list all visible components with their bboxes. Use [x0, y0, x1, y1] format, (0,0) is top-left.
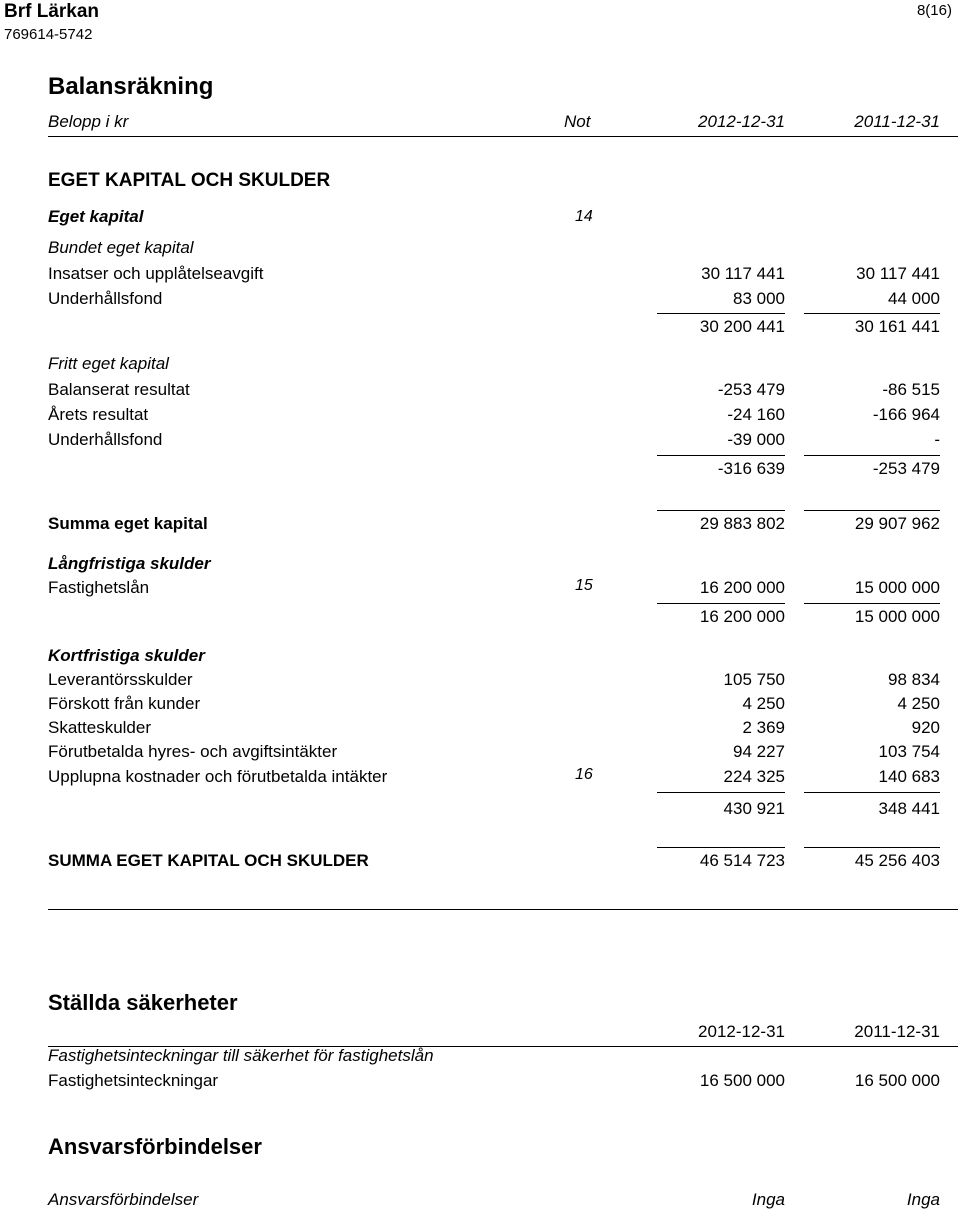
- long-term-heading: [48, 552, 940, 576]
- row-value-2011: 44 000: [888, 289, 940, 308]
- subtotal-2012: 16 200 000: [699, 607, 785, 626]
- section-end-divider: [48, 909, 958, 910]
- subtotal-rule: [804, 792, 940, 793]
- row-value-2011: -: [934, 430, 940, 449]
- subtotal-2012: 430 921: [723, 799, 785, 818]
- table-row: [48, 428, 940, 452]
- sum-rule: [657, 510, 785, 511]
- balance-sheet-title: Balansräkning: [48, 73, 214, 100]
- table-row: [48, 262, 940, 286]
- pledged-subtitle-row: [48, 1044, 940, 1068]
- row-value-2011: 103 754: [878, 742, 940, 761]
- row-label: Årets resultat: [48, 405, 149, 424]
- column-header-2012: 2012-12-31: [698, 112, 785, 131]
- equity-heading-row: [48, 205, 940, 229]
- contingent-title: Ansvarsförbindelser: [48, 1134, 262, 1159]
- row-label: Förskott från kunder: [48, 694, 201, 713]
- equity-sum-label: Summa eget kapital: [48, 514, 208, 533]
- row-value-2012: -39 000: [727, 430, 785, 449]
- grand-total-rule: [804, 847, 940, 848]
- section-title-text: EGET KAPITAL OCH SKULDER: [48, 170, 331, 191]
- equity-title: Eget kapital: [48, 207, 144, 226]
- row-value-2011: -86 515: [882, 380, 940, 399]
- subtotal-row: [48, 315, 940, 339]
- row-label: Skatteskulder: [48, 718, 151, 737]
- row-label: Fastighetslån: [48, 578, 150, 597]
- row-label: Underhållsfond: [48, 289, 163, 308]
- row-value-2011: 98 834: [888, 670, 940, 689]
- grand-total-2011: 45 256 403: [854, 851, 940, 870]
- subtotal-2012: -316 639: [717, 459, 785, 478]
- row-value-2012: 4 250: [742, 694, 785, 713]
- row-value-2012: -253 479: [717, 380, 785, 399]
- pledged-header-divider: [48, 1046, 958, 1047]
- subtotal-row: [48, 605, 940, 629]
- row-value-2012: Inga: [751, 1190, 785, 1209]
- row-note: 15: [575, 577, 593, 594]
- row-note: 16: [575, 766, 593, 783]
- subtotal-row: [48, 797, 940, 821]
- table-row: [48, 740, 940, 764]
- equity-note: 14: [575, 208, 593, 225]
- table-row: [48, 765, 940, 789]
- column-header-label: Belopp i kr: [48, 112, 129, 131]
- equity-sum-2012: 29 883 802: [699, 514, 785, 533]
- row-value-2012: -24 160: [727, 405, 785, 424]
- row-label: Upplupna kostnader och förutbetalda intäkter: [48, 767, 388, 786]
- row-value-2011: 16 500 000: [854, 1071, 940, 1090]
- table-row: [48, 692, 940, 716]
- header-divider: [48, 136, 958, 137]
- long-term-title: Långfristiga skulder: [48, 554, 211, 573]
- free-equity-title: Fritt eget kapital: [48, 354, 169, 373]
- row-value-2012: 16 200 000: [699, 578, 785, 597]
- table-row: [48, 403, 940, 427]
- row-label: Leverantörsskulder: [48, 670, 193, 689]
- subtotal-rule: [657, 313, 785, 314]
- grand-total-label: SUMMA EGET KAPITAL OCH SKULDER: [48, 851, 369, 870]
- org-number: 769614-5742: [4, 26, 93, 43]
- row-value-2011: Inga: [906, 1190, 940, 1209]
- row-label: Fastighetsinteckningar: [48, 1071, 219, 1090]
- row-value-2011: 15 000 000: [854, 578, 940, 597]
- pledged-header-2011: 2011-12-31: [854, 1022, 940, 1041]
- table-row: [48, 1188, 940, 1212]
- table-row: [48, 576, 940, 600]
- table-row: [48, 378, 940, 402]
- bound-equity-title: Bundet eget kapital: [48, 238, 194, 257]
- sum-rule: [804, 510, 940, 511]
- row-value-2012: 2 369: [742, 718, 785, 737]
- equity-sum-2011: 29 907 962: [854, 514, 940, 533]
- table-row: [48, 716, 940, 740]
- row-label: Balanserat resultat: [48, 380, 190, 399]
- row-value-2012: 224 325: [723, 767, 785, 786]
- pledged-header-2012: 2012-12-31: [698, 1022, 785, 1041]
- table-row: [48, 287, 940, 311]
- column-header-note: Not: [564, 112, 591, 131]
- subtotal-2011: 30 161 441: [854, 317, 940, 336]
- grand-total-rule: [657, 847, 785, 848]
- subtotal-2011: -253 479: [872, 459, 940, 478]
- pledged-subtitle: Fastighetsinteckningar till säkerhet för fastighetslån: [48, 1046, 434, 1065]
- row-value-2012: 30 117 441: [701, 264, 785, 283]
- subtotal-rule: [804, 603, 940, 604]
- short-term-heading: [48, 644, 940, 668]
- row-value-2012: 16 500 000: [699, 1071, 785, 1090]
- company-name: Brf Lärkan: [4, 1, 100, 22]
- row-label: Insatser och upplåtelseavgift: [48, 264, 264, 283]
- row-value-2012: 94 227: [733, 742, 785, 761]
- row-label: Förutbetalda hyres- och avgiftsintäkter: [48, 742, 338, 761]
- subtotal-rule: [804, 455, 940, 456]
- row-value-2011: 920: [911, 718, 940, 737]
- subtotal-2011: 348 441: [878, 799, 940, 818]
- subtotal-2012: 30 200 441: [699, 317, 785, 336]
- subtotal-rule: [804, 313, 940, 314]
- row-value-2012: 105 750: [723, 670, 785, 689]
- section-title: [48, 169, 940, 193]
- pledged-header-row: [48, 1020, 940, 1044]
- row-value-2011: 4 250: [897, 694, 940, 713]
- column-header-row: [48, 110, 940, 134]
- pledged-title: Ställda säkerheter: [48, 990, 238, 1015]
- row-value-2011: 30 117 441: [856, 264, 940, 283]
- column-header-2011: 2011-12-31: [854, 112, 940, 131]
- row-label: Ansvarsförbindelser: [48, 1190, 199, 1209]
- table-row: [48, 1069, 940, 1093]
- grand-total-2012: 46 514 723: [699, 851, 785, 870]
- subtotal-rule: [657, 455, 785, 456]
- short-term-title: Kortfristiga skulder: [48, 646, 205, 665]
- bound-equity-heading: [48, 236, 940, 260]
- table-row: [48, 668, 940, 692]
- row-label: Underhållsfond: [48, 430, 163, 449]
- page-number: 8(16): [916, 2, 952, 19]
- subtotal-rule: [657, 603, 785, 604]
- grand-total-row: [48, 849, 940, 873]
- subtotal-rule: [657, 792, 785, 793]
- row-value-2011: -166 964: [872, 405, 940, 424]
- free-equity-heading: [48, 352, 940, 376]
- row-value-2011: 140 683: [878, 767, 940, 786]
- row-value-2012: 83 000: [733, 289, 785, 308]
- subtotal-row: [48, 457, 940, 481]
- equity-sum-row: [48, 512, 940, 536]
- subtotal-2011: 15 000 000: [854, 607, 940, 626]
